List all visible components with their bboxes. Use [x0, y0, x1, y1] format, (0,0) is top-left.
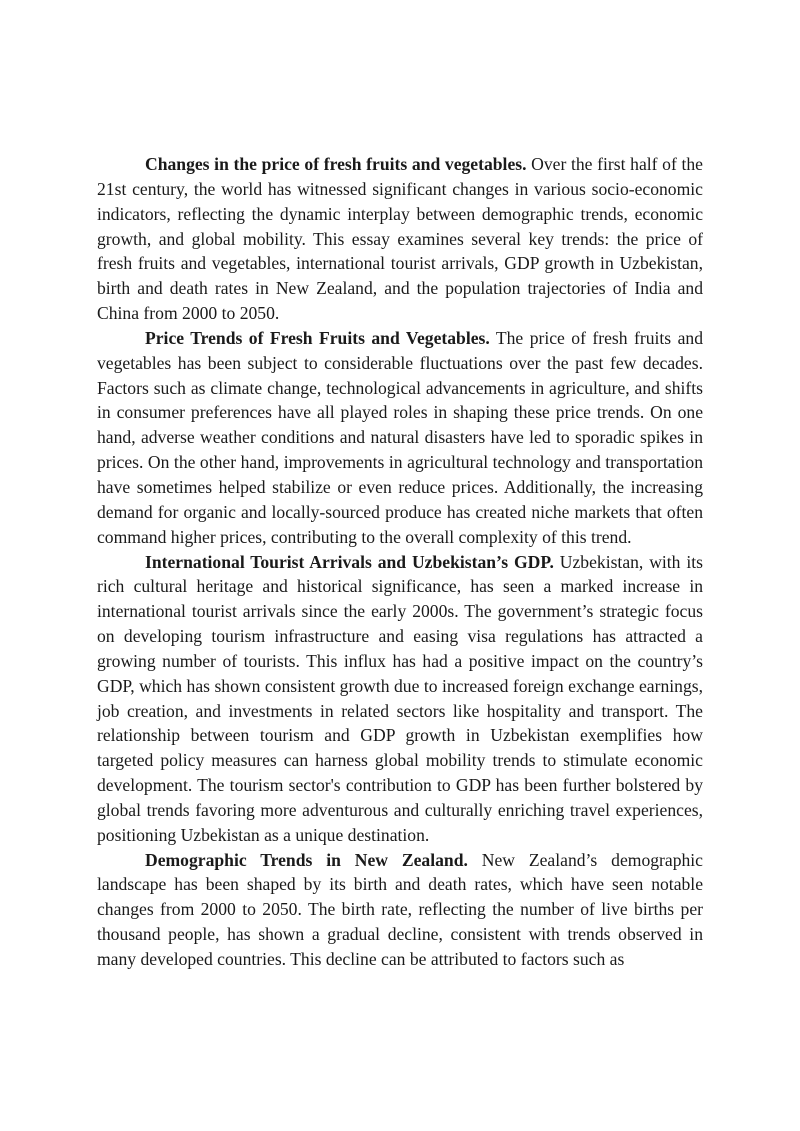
paragraph-tourism-gdp — [97, 550, 703, 848]
paragraph-body: New Zealand’s demographic landscape has been shaped by its birth and death rates, which have seen notable changes from 2000 to 2050. The birth rate, reflecting the number of live births per thousand people, has shown a gradual decline, consistent with trends observed in many developed countries. This decline can be attributed to factors such as — [97, 849, 703, 969]
paragraph-demographics — [97, 848, 703, 972]
paragraph-heading: Changes in the price of fresh fruits and vegetables. — [145, 154, 527, 174]
paragraph-heading: Price Trends of Fresh Fruits and Vegetables. — [145, 327, 490, 348]
paragraph-intro — [97, 152, 703, 326]
paragraph-price-trends — [97, 326, 703, 550]
paragraph-body: The price of fresh fruits and vegetables has been subject to considerable fluctuations over the past few decades. Factors such as climate change, technological advancements in agriculture, and shifts in consumer preferences have all played roles in shaping these price trends. On one hand, adverse weather conditions and natural disasters have led to sporadic spikes in prices. On the other hand, improvements in agricultural technology and transportation have sometimes helped stabilize or even reduce prices. Additionally, the increasing demand for organic and locally-sourced produce has created niche markets that often command higher prices, contributing to the overall complexity of this trend. — [97, 327, 703, 547]
paragraph-heading: International Tourist Arrivals and Uzbekistan’s GDP. — [145, 551, 554, 572]
paragraph-body: Over the first half of the 21st century, the world has witnessed significant changes in various socio-economic indicators, reflecting the dynamic interplay between demographic trends, economic growth, and global mobility. This essay examines several key trends: the price of fresh fruits and vegetables, international tourist arrivals, GDP growth in Uzbekistan, birth and death rates in New Zealand, and the population trajectories of India and China from 2000 to 2050. — [97, 154, 703, 324]
paragraph-heading: Demographic Trends in New Zealand. — [145, 849, 468, 870]
paragraph-body: Uzbekistan, with its rich cultural heritage and historical significance, has seen a marked increase in international tourist arrivals since the early 2000s. The government’s strategic focus on developing tourism infrastructure and easing visa regulations has attracted a growing number of tourists. This influx has had a positive impact on the country’s GDP, which has shown consistent growth due to increased foreign exchange earnings, job creation, and investments in related sectors like hospitality and transport. The relationship between tourism and GDP growth in Uzbekistan exemplifies how targeted policy measures can harness global mobility trends to stimulate economic development. The tourism sector's contribution to GDP has been further bolstered by global trends favoring more adventurous and culturally enriching travel experiences, positioning Uzbekistan as a unique destination. — [97, 551, 703, 845]
document-page — [97, 152, 703, 972]
